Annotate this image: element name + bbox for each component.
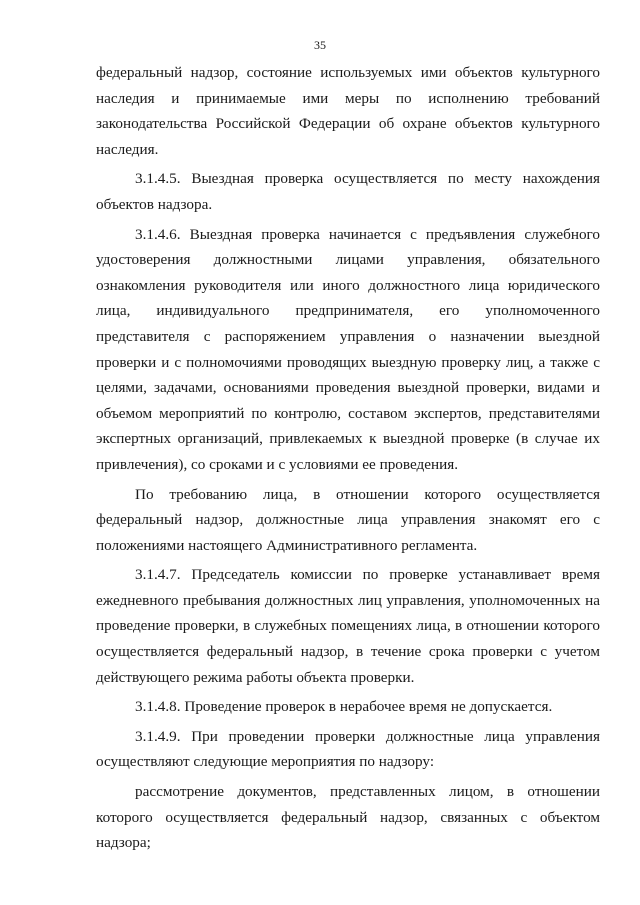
paragraph-continuation: федеральный надзор, состояние используемых ими объектов культурного наследия и принимаемые ими меры по исполнению требований законодательства Российской Федерации об охране объектов культурного наследия. bbox=[96, 64, 600, 158]
document-body bbox=[96, 60, 600, 860]
paragraph-3-1-4-6: 3.1.4.6. Выездная проверка начинается с предъявления служебного удостоверения должностными лицами управления, обязательного ознакомления руководителя или иного должностного лица юридического лица, индивидуального предпринимателя, его уполномоченного представителя с распоряжением управления о назначении выездной проверки и с полномочиями проводящих выездную проверку лиц, а также с целями, задачами, основаниями проведения выездной проверки, видами и объемом мероприятий по контролю, составом экспертов, представителями экспертных организаций, привлекаемых к выездной проверке (в случае их привлечения), со сроками и с условиями ее проведения. bbox=[96, 225, 600, 473]
page-number: 35 bbox=[314, 38, 326, 52]
paragraph-3-1-4-7: 3.1.4.7. Председатель комиссии по проверке устанавливает время ежедневного пребывания должностных лиц управления, уполномоченных на проведение проверки, в служебных помещениях лица, в отношении которого осуществляется федеральный надзор, в течение срока проверки с учетом действующего режима работы объекта проверки. bbox=[96, 566, 600, 686]
paragraph-3-1-4-9: 3.1.4.9. При проведении проверки должностные лица управления осуществляют следующие мероприятия по надзору: bbox=[96, 727, 600, 771]
paragraph-3-1-4-8: 3.1.4.8. Проведение проверок в нерабочее время не допускается. bbox=[135, 698, 553, 716]
paragraph-3-1-4-5: 3.1.4.5. Выездная проверка осуществляется по месту нахождения объектов надзора. bbox=[96, 170, 600, 213]
paragraph-document-review: рассмотрение документов, представленных лицом, в отношении которого осуществляется федеральный надзор, связанных с объектом надзора; bbox=[96, 783, 600, 852]
paragraph-acquaintance: По требованию лица, в отношении которого осуществляется федеральный надзор, должностные лица управления знакомят его с положениями настоящего Административного регламента. bbox=[96, 485, 600, 554]
